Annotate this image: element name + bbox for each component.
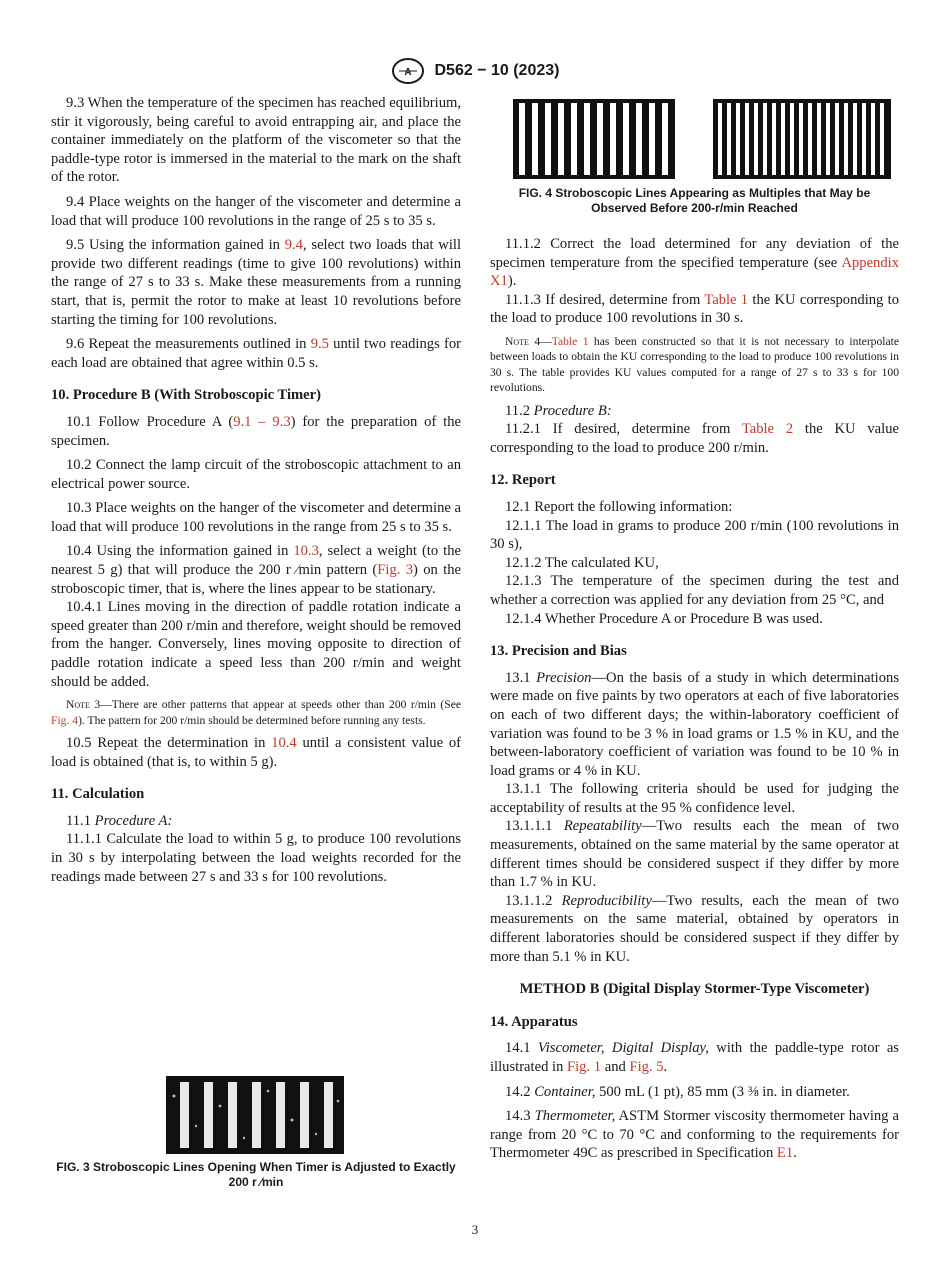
astm-logo-icon (391, 57, 425, 85)
link-fig-4[interactable]: Fig. 4 (51, 713, 79, 727)
link-9-4[interactable]: 9.4 (284, 237, 303, 254)
note-3: Note 3—There are other patterns that appear at speeds other than 200 r/min (See Fig. 4). The pattern for 200 r/min should be determined before running any tests. (51, 698, 461, 727)
figure-3-caption: FIG. 3 Stroboscopic Lines Opening When Timer is Adjusted to Exactly 200 r ⁄min (56, 1160, 456, 1189)
link-fig-3[interactable]: Fig. 3 (377, 562, 414, 579)
para-9-4: 9.4 Place weights on the hanger of the viscometer and determine a load that will produce 100 revolutions in the range of 25 s to 35 s. (51, 193, 461, 229)
heading-14: 14. Apparatus (490, 1013, 578, 1030)
heading-10: 10. Procedure B (With Stroboscopic Timer) (51, 387, 321, 404)
left-column (51, 94, 461, 892)
para-12-1-1: 12.1.1 The load in grams to produce 200 r/min (100 revolutions in 30 s), (490, 517, 899, 553)
para-13-1-1-1: 13.1.1.1 Repeatability—Two results each the mean of two measurements, obtained on the same material by the same operator at different times should be considered suspect if they differ by more than 1.7 % in KU. (490, 818, 899, 891)
document-code: D562 − 10 (2023) (434, 62, 560, 79)
link-9-1-9-3[interactable]: 9.1 – 9.3 (233, 413, 291, 430)
heading-13: 13. Precision and Bias (490, 643, 627, 660)
link-fig-1[interactable]: Fig. 1 (567, 1059, 602, 1075)
para-10-4: 10.4 Using the information gained in 10.3, select a weight (to the nearest 5 g) that will produce the 200 r ⁄min pattern (Fig. 3) on the stroboscopic timer, that is, where the lines appear to be stationary. (51, 543, 461, 597)
para-11-1-3: 11.1.3 If desired, determine from Table 1 the KU corresponding to the load to produce 100 revolutions in 30 s. (490, 291, 899, 327)
heading-12: 12. Report (490, 472, 556, 489)
link-table-1[interactable]: Table 1 (704, 291, 749, 308)
para-9-3: 9.3 When the temperature of the specimen has reached equilibrium, stir it vigorously, being careful to avoid entrapping air, and place the container immediately on the platform of the viscometer so that the paddle-type rotor is immersed in the material to the mark on the shaft of the rotor. (51, 95, 461, 186)
page-number: 3 (471, 1222, 479, 1237)
para-11-1-1: 11.1.1 Calculate the load to within 5 g, to produce 100 revolutions in 30 s by interpolating between the load weights recorded for the readings made between 27 s and 33 s for 100 revolutions. (51, 831, 461, 885)
para-9-6: 9.6 Repeat the measurements outlined in 9.5 until two readings for each load are obtained that agree within 0.5 s. (51, 336, 461, 371)
para-11-1-2: 11.1.2 Correct the load determined for any deviation of the specimen temperature from the specified temperature (see Appendix X1). (490, 236, 899, 290)
para-10-1: 10.1 Follow Procedure A (9.1 – 9.3) for the preparation of the specimen. (51, 413, 461, 449)
right-column (490, 235, 899, 1169)
para-11-2: 11.2 Procedure B: (505, 402, 612, 419)
para-10-5: 10.5 Repeat the determination in 10.4 until a consistent value of load is obtained (that is, to within 5 g). (51, 735, 461, 770)
para-13-1: 13.1 Precision—On the basis of a study in which determinations were made on five paints by two operators at each of five laboratories on each of two different days; the within-laboratory coefficient of variation was found to be 3 % in load grams or 1.5 % in KU, and the between-laboratory coefficient of variation was found to be 10 % in load grams or 4 % in KU. (490, 669, 900, 779)
para-14-2: 14.2 Container, 500 mL (1 pt), 85 mm (3 ⅜ in. in diameter. (505, 1083, 850, 1100)
svg-text:A: A (403, 67, 412, 78)
stroboscopic-pattern-200-image (166, 1076, 344, 1154)
para-12-1-2: 12.1.2 The calculated KU, (505, 554, 659, 571)
heading-method-b: METHOD B (Digital Display Stormer-Type Viscometer) (519, 981, 870, 998)
para-12-1: 12.1 Report the following information: (505, 498, 733, 515)
note-4: Note 4—Table 1 has been constructed so that it is not necessary to interpolate between loads to obtain the KU corresponding to the load to produce 100 revolutions in 30 s. The table provides KU values computed for a range of 27 s to 33 s for 100 revolutions. (490, 334, 900, 395)
para-12-1-4: 12.1.4 Whether Procedure A or Procedure B was used. (505, 610, 823, 627)
link-9-5[interactable]: 9.5 (310, 336, 329, 353)
link-10-3[interactable]: 10.3 (293, 543, 319, 560)
para-13-1-1-2: 13.1.1.2 Reproducibility—Two results, each the mean of two measurements on the same material, obtained by operators in different laboratories should be considered suspect if they differ by more than 5.1 % in KU. (490, 892, 899, 965)
link-10-4[interactable]: 10.4 (271, 735, 297, 752)
link-appendix-x1[interactable]: Appendix X1 (490, 254, 899, 290)
para-10-2: 10.2 Connect the lamp circuit of the stroboscopic attachment to an electrical power source. (51, 457, 461, 492)
link-table-1-note[interactable]: Table 1 (551, 334, 589, 348)
heading-11: 11. Calculation (51, 786, 145, 803)
para-14-3: 14.3 Thermometer, ASTM Stormer viscosity thermometer having a range from 20 °C to 70 °C and conforming to the requirements for Thermometer 49C as prescribed in Specification E1. (490, 1108, 899, 1162)
para-12-1-3: 12.1.3 The temperature of the specimen during the test and whether a correction was applied for any deviation from 25 °C, and (490, 573, 899, 608)
para-10-3: 10.3 Place weights on the hanger of the viscometer and determine a load that will produce 100 revolutions in the range from 25 s to 35 s. (51, 500, 461, 535)
figure-4-caption: FIG. 4 Stroboscopic Lines Appearing as Multiples that May be Observed Before 200-r/min Reached (518, 186, 871, 215)
para-14-1: 14.1 Viscometer, Digital Display, with the paddle-type rotor as illustrated in Fig. 1 and Fig. 5. (490, 1040, 899, 1075)
stroboscopic-multiples-image (513, 99, 891, 179)
link-fig-5[interactable]: Fig. 5 (629, 1059, 664, 1075)
para-13-1-1: 13.1.1 The following criteria should be used for judging the acceptability of results at the 95 % confidence level. (490, 781, 899, 816)
para-11-2-1: 11.2.1 If desired, determine from Table 2 the KU value corresponding to the load to produce 200 r/min. (490, 421, 899, 456)
para-11-1: 11.1 Procedure A: (66, 812, 173, 829)
link-e1[interactable]: E1 (776, 1145, 794, 1162)
page-header (0, 57, 950, 85)
para-10-4-1: 10.4.1 Lines moving in the direction of paddle rotation indicate a speed greater than 200 r/min and therefore, weight should be removed from the hanger. Conversely, lines moving opposite to direction of paddle rotation indicate a speed less than 200 r/min and weight should be added. (51, 599, 461, 690)
link-table-2[interactable]: Table 2 (741, 421, 794, 438)
figure-3 (166, 1076, 344, 1154)
para-9-5: 9.5 Using the information gained in 9.4, select two loads that will provide two different readings (time to give 100 revolutions) within the range of 27 s to 33 s. Make these measurements from a running start, that is, permit the rotor to make at least 10 revolutions before starting the timing for 100 revolutions. (51, 237, 461, 328)
figure-4 (513, 99, 891, 179)
